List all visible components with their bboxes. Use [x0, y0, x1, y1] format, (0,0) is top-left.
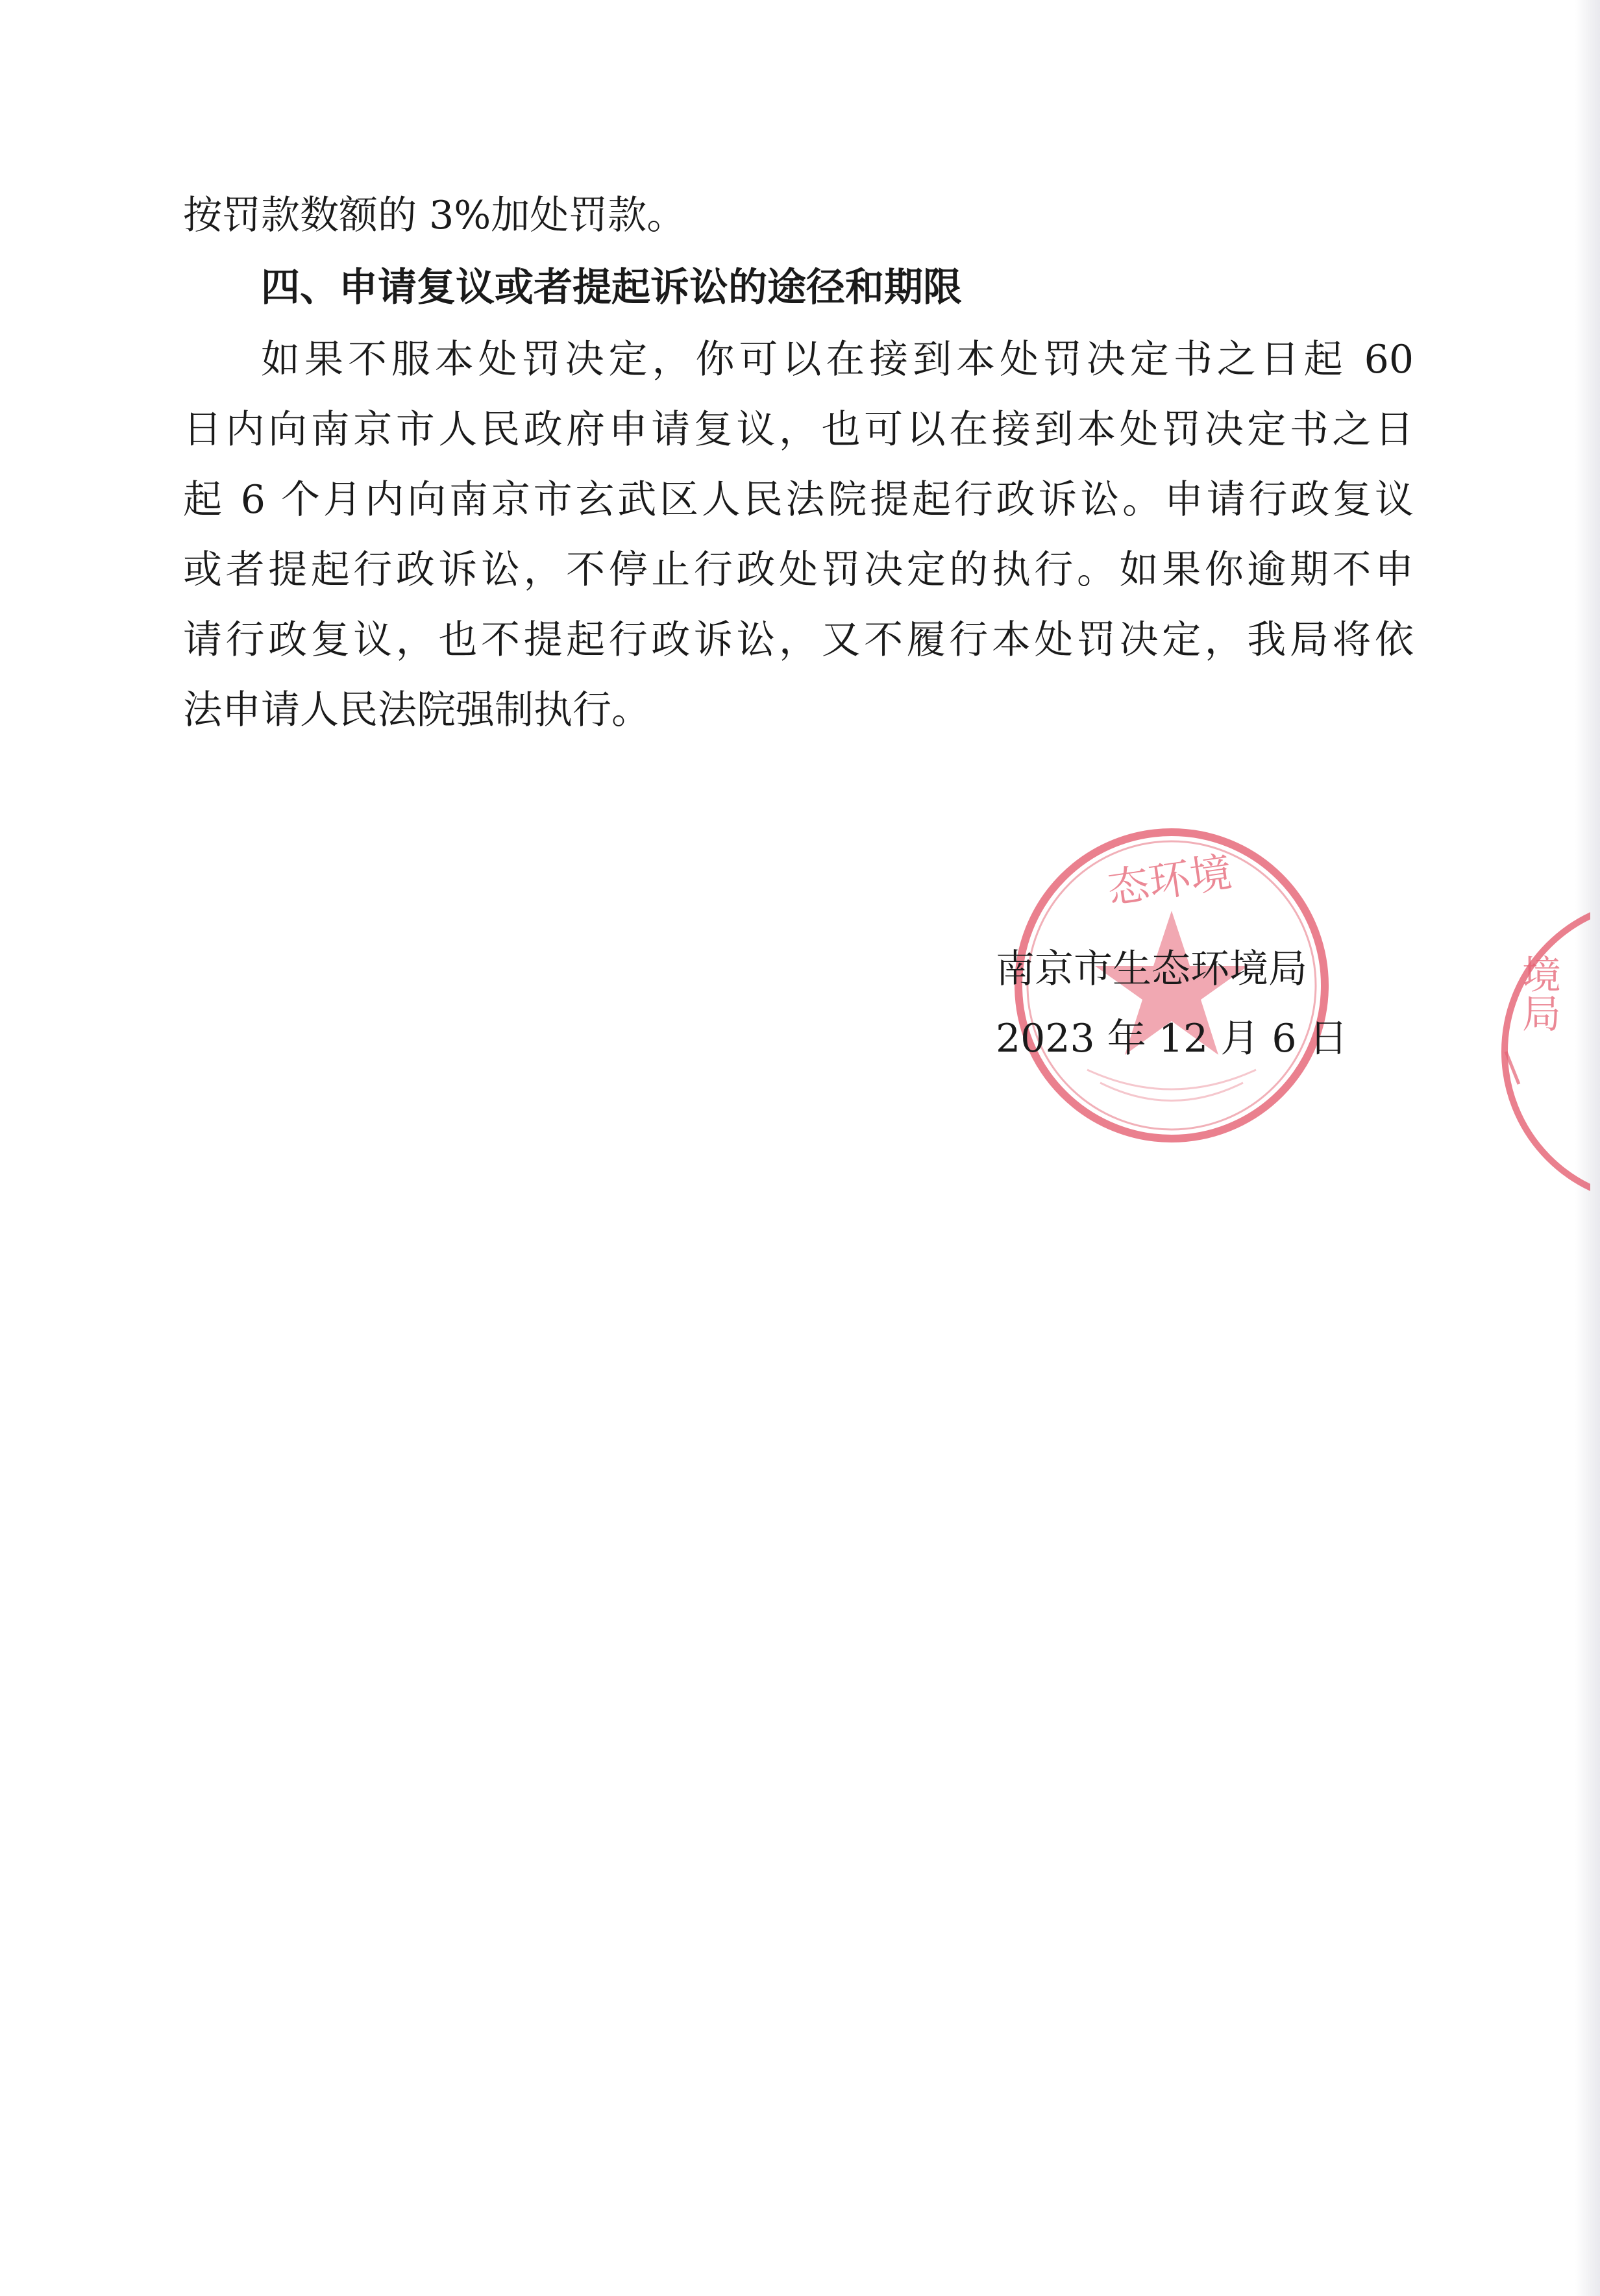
partial-seal-text: 境局 [1516, 954, 1561, 1032]
paragraph-line-6: 法申请人民法院强制执行。 [183, 687, 650, 733]
paragraph-line-2: 日内向南京市人民政府申请复议，也可以在接到本处罚决定书之日 [183, 407, 1414, 452]
section-heading: 四、申请复议或者提起诉讼的途径和期限 [261, 265, 962, 310]
paragraph-line-3: 起 6 个月内向南京市玄武区人民法院提起行政诉讼。申请行政复议 [183, 477, 1414, 523]
issue-date: 2023 年 12 月 6 日 [996, 1016, 1348, 1061]
partial-seal-right-edge [1493, 889, 1590, 1214]
paragraph-line-4: 或者提起行政诉讼，不停止行政处罚决定的执行。如果你逾期不申 [183, 547, 1414, 593]
text-line-1: 按罚款数额的 3%加处罚款。 [183, 193, 686, 238]
paragraph-line-1: 如果不服本处罚决定，你可以在接到本处罚决定书之日起 60 [261, 337, 1414, 382]
paragraph-line-5: 请行政复议，也不提起行政诉讼，又不履行本处罚决定，我局将依 [183, 617, 1414, 663]
issuing-organization: 南京市生态环境局 [996, 946, 1307, 992]
seal-text: 态环境 [1104, 848, 1235, 914]
